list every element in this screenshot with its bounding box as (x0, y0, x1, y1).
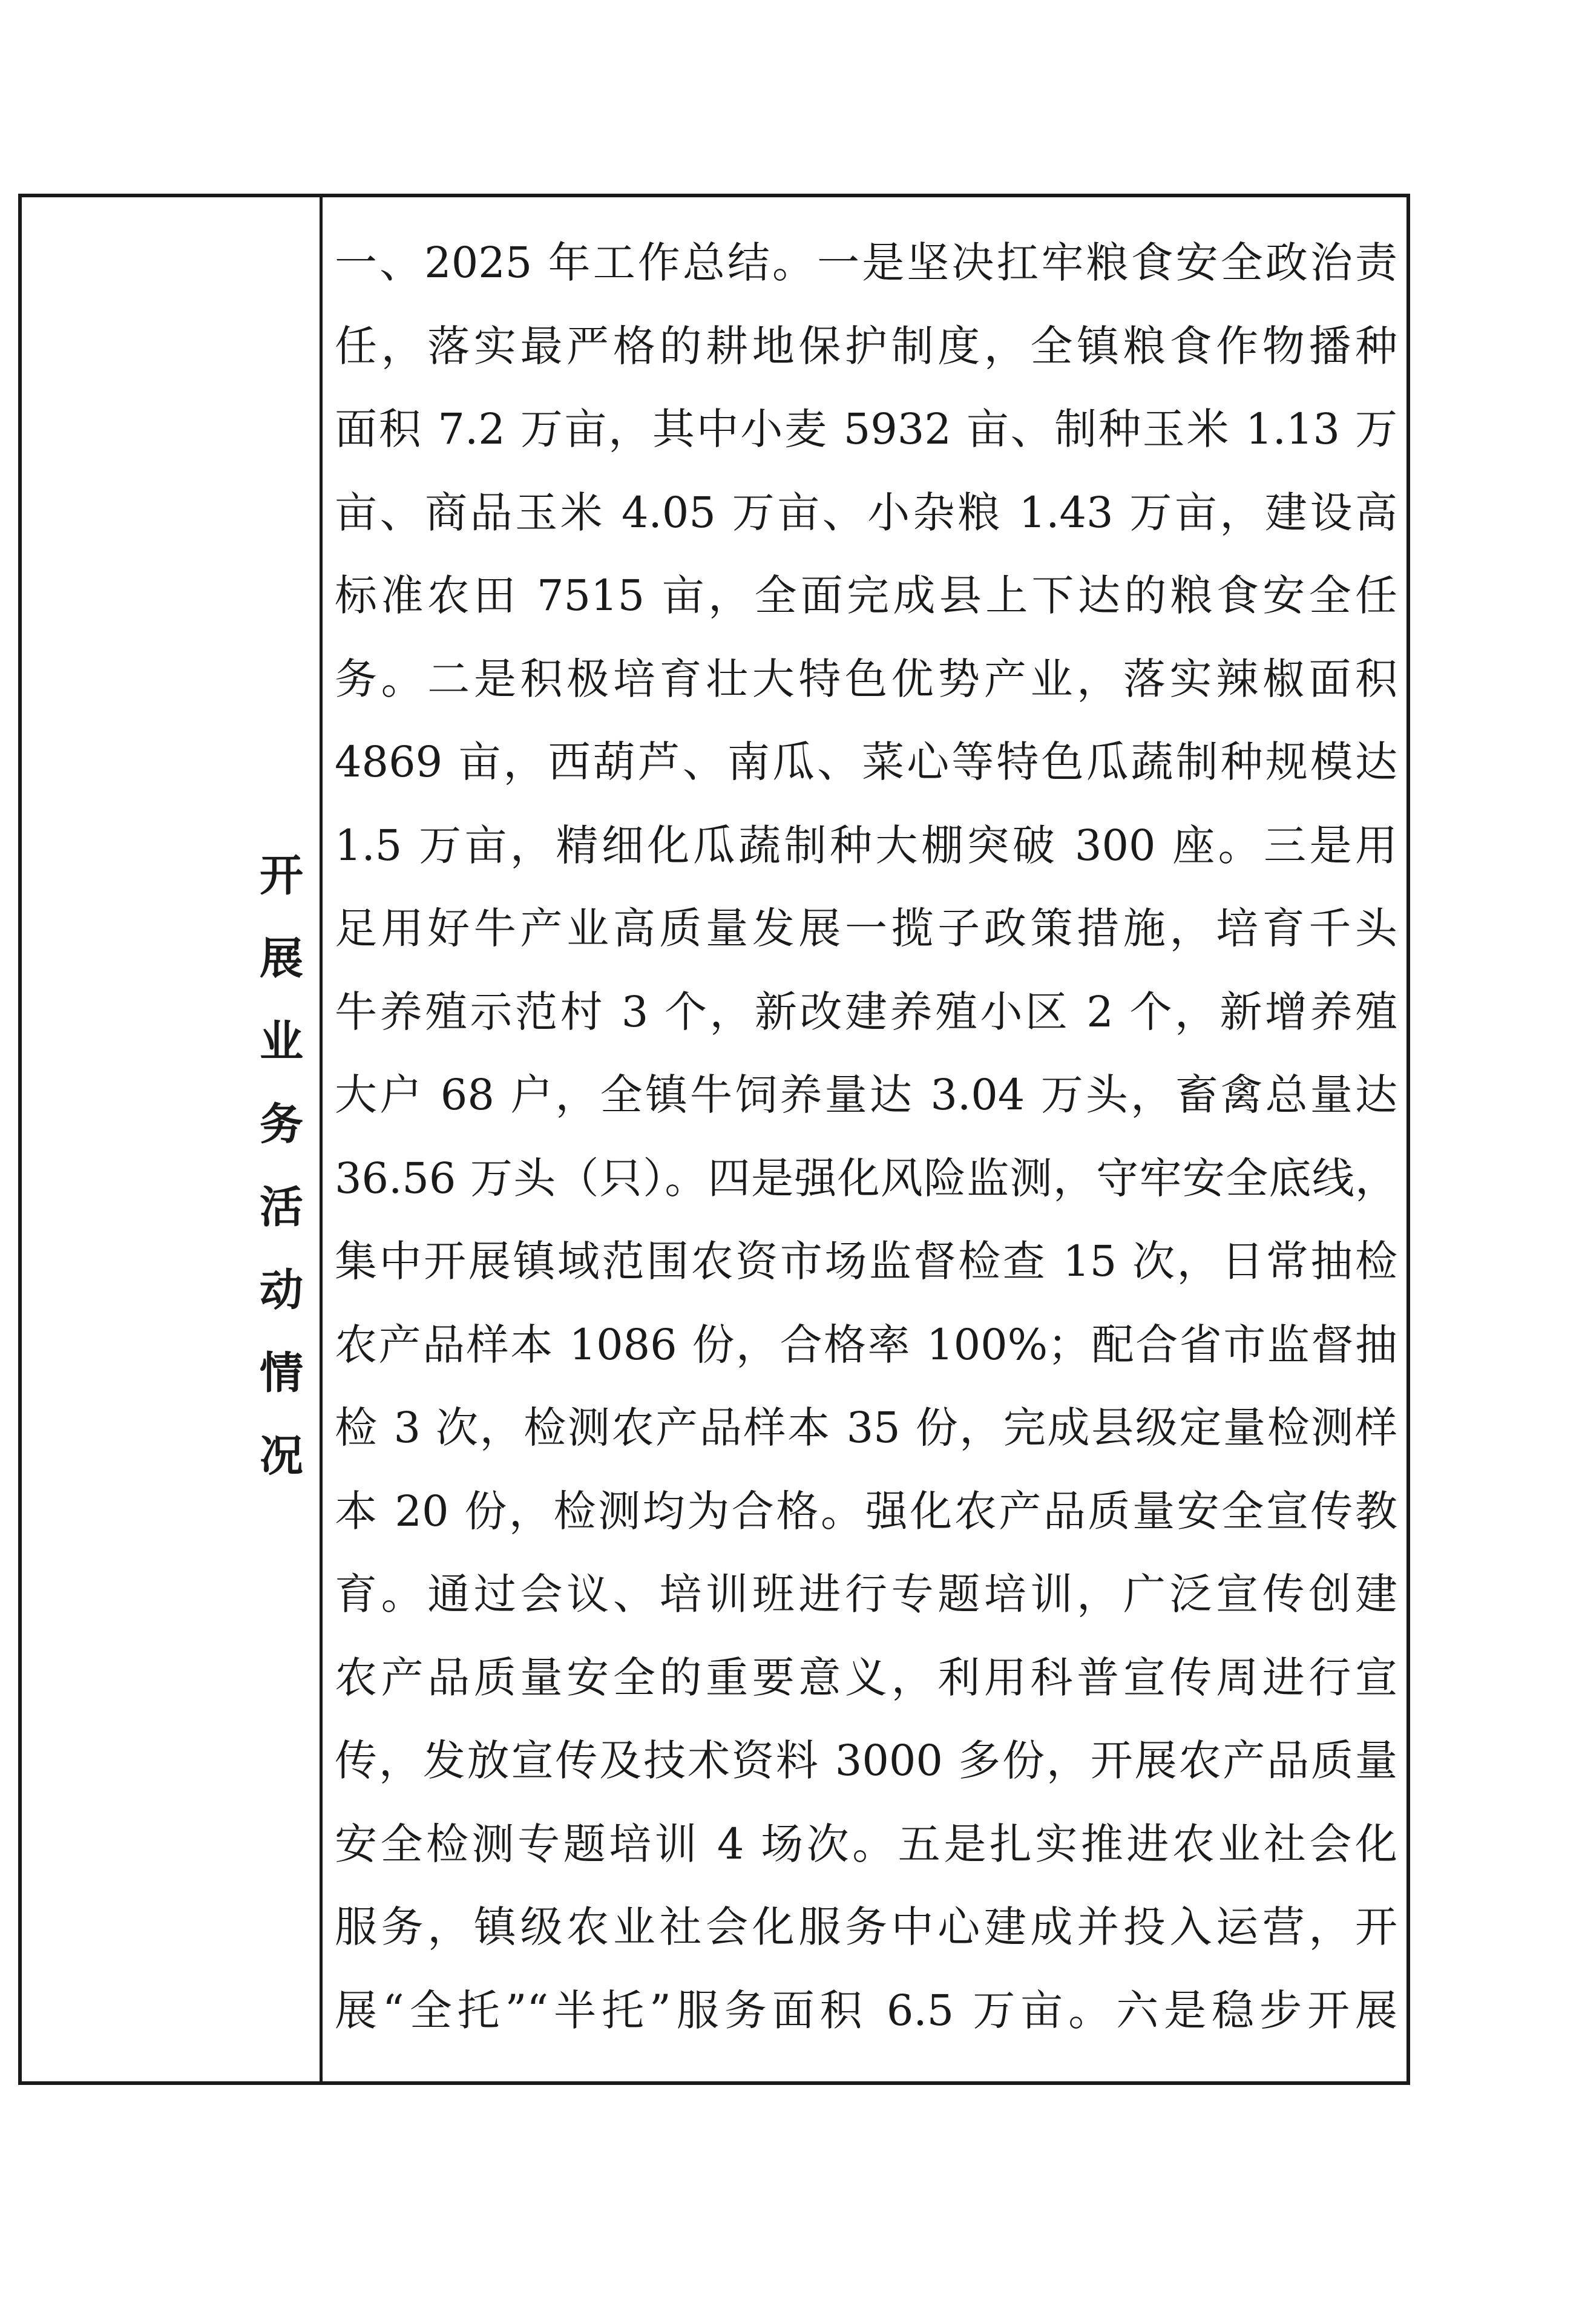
text-line: 牛养殖示范村 3 个，新改建养殖小区 2 个，新增养殖 (335, 986, 1397, 1037)
text-line: 检 3 次，检测农产品样本 35 份，完成县级定量检测样 (335, 1403, 1397, 1452)
text-line: 4869 亩，西葫芦、南瓜、菜心等特色瓜蔬制种规模达 (335, 737, 1397, 787)
text-line: 大户 68 户，全镇牛饲养量达 3.04 万头，畜禽总量达 (335, 1070, 1397, 1120)
work-summary-text (335, 222, 1397, 2052)
text-line: 农产品样本 1086 份，合格率 100%；配合省市监督抽 (335, 1319, 1397, 1370)
text-line: 亩、商品玉米 4.05 万亩、小杂粮 1.43 万亩，建设高 (335, 487, 1397, 537)
text-line: 服务，镇级农业社会化服务中心建成并投入运营，开 (335, 1902, 1397, 1952)
text-line: 农产品质量安全的重要意义，利用科普宣传周进行宣 (335, 1652, 1397, 1702)
text-line: 足用好牛产业高质量发展一揽子政策措施，培育千头 (335, 904, 1397, 953)
label-cell (22, 197, 323, 2081)
activity-table (18, 194, 1410, 2085)
text-line: 本 20 份，检测均为合格。强化农产品质量安全宣传教 (335, 1486, 1397, 1536)
text-line: 任，落实最严格的耕地保护制度，全镇粮食作物播种 (335, 321, 1397, 371)
text-line: 展“全托”“半托”服务面积 6.5 万亩。六是稳步开展 (335, 1985, 1397, 2035)
text-line: 集中开展镇域范围农资市场监督检查 15 次，日常抽检 (335, 1236, 1397, 1286)
content-cell (323, 197, 1406, 2081)
text-line: 安全检测专题培训 4 场次。五是扎实推进农业社会化 (335, 1819, 1397, 1869)
text-line: 标准农田 7515 亩，全面完成县上下达的粮食安全任 (335, 571, 1397, 620)
text-line: 务。二是积极培育壮大特色优势产业，落实辣椒面积 (335, 654, 1397, 704)
text-line: 育。通过会议、培训班进行专题培训，广泛宣传创建 (335, 1569, 1397, 1619)
row-label: 开展业务活动情况 (252, 852, 304, 1515)
text-line: 面积 7.2 万亩，其中小麦 5932 亩、制种玉米 1.13 万 (335, 404, 1397, 454)
text-line: 传，发放宣传及技术资料 3000 多份，开展农产品质量 (335, 1736, 1397, 1785)
text-line: 1.5 万亩，精细化瓜蔬制种大棚突破 300 座。三是用 (335, 820, 1397, 870)
text-line: 一、2025 年工作总结。一是坚决扛牢粮食安全政治责 (335, 238, 1397, 287)
text-line: 36.56 万头（只）。四是强化风险监测，守牢安全底线， (335, 1153, 1397, 1203)
